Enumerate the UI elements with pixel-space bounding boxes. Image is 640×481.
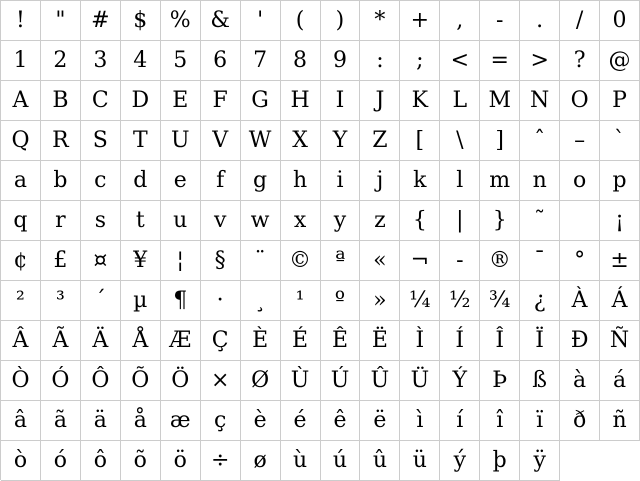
glyph-cell[interactable]: A <box>1 81 41 121</box>
glyph-cell[interactable]: Æ <box>161 321 201 361</box>
glyph-cell[interactable]: ä <box>81 401 121 441</box>
glyph-cell[interactable]: Ú <box>321 361 361 401</box>
glyph-cell[interactable]: ; <box>400 41 440 81</box>
glyph-cell[interactable]: ' <box>241 1 281 41</box>
glyph-cell[interactable]: 6 <box>201 41 241 81</box>
glyph-cell[interactable]: í <box>440 401 480 441</box>
glyph-cell[interactable]: Ì <box>400 321 440 361</box>
glyph-cell[interactable]: S <box>81 121 121 161</box>
glyph-cell[interactable]: Ñ <box>600 321 640 361</box>
glyph-cell[interactable]: 1 <box>1 41 41 81</box>
glyph-cell[interactable]: . <box>520 1 560 41</box>
glyph-cell[interactable]: É <box>281 321 321 361</box>
glyph-cell[interactable]: µ <box>121 281 161 321</box>
glyph-cell[interactable]: Ê <box>321 321 361 361</box>
glyph-cell[interactable]: ª <box>321 241 361 281</box>
glyph-cell[interactable]: 8 <box>281 41 321 81</box>
glyph-cell[interactable]: c <box>81 161 121 201</box>
glyph-cell[interactable]: è <box>241 401 281 441</box>
glyph-cell[interactable]: & <box>201 1 241 41</box>
glyph-cell[interactable]: © <box>281 241 321 281</box>
glyph-cell[interactable]: Y <box>321 121 361 161</box>
glyph-cell[interactable]: O <box>560 81 600 121</box>
glyph-cell[interactable]: e <box>161 161 201 201</box>
glyph-cell[interactable]: b <box>41 161 81 201</box>
glyph-cell[interactable]: E <box>161 81 201 121</box>
glyph-cell[interactable]: · <box>201 281 241 321</box>
glyph-cell[interactable]: « <box>360 241 400 281</box>
glyph-cell[interactable]: Ð <box>560 321 600 361</box>
glyph-cell[interactable]: Ü <box>400 361 440 401</box>
empty-glyph-cell[interactable] <box>560 201 600 241</box>
glyph-cell[interactable]: y <box>321 201 361 241</box>
glyph-cell[interactable]: Ö <box>161 361 201 401</box>
glyph-cell[interactable]: n <box>520 161 560 201</box>
glyph-cell[interactable]: ] <box>480 121 520 161</box>
glyph-cell[interactable]: ê <box>321 401 361 441</box>
glyph-cell[interactable]: { <box>400 201 440 241</box>
glyph-cell[interactable]: 9 <box>321 41 361 81</box>
glyph-cell[interactable]: Õ <box>121 361 161 401</box>
glyph-cell[interactable]: Ý <box>440 361 480 401</box>
glyph-cell[interactable]: ô <box>81 441 121 481</box>
glyph-cell[interactable]: * <box>360 1 400 41</box>
glyph-cell[interactable]: - <box>480 1 520 41</box>
glyph-cell[interactable]: ý <box>440 441 480 481</box>
glyph-cell[interactable]: [ <box>400 121 440 161</box>
glyph-cell[interactable]: Â <box>1 321 41 361</box>
glyph-cell[interactable]: Ç <box>201 321 241 361</box>
glyph-cell[interactable]: K <box>400 81 440 121</box>
glyph-cell[interactable]: ) <box>321 1 361 41</box>
glyph-cell[interactable]: ø <box>241 441 281 481</box>
glyph-cell[interactable]: 4 <box>121 41 161 81</box>
glyph-cell[interactable]: < <box>440 41 480 81</box>
glyph-cell[interactable]: ¨ <box>241 241 281 281</box>
glyph-cell[interactable]: a <box>1 161 41 201</box>
glyph-cell[interactable]: m <box>480 161 520 201</box>
glyph-cell[interactable]: À <box>560 281 600 321</box>
glyph-cell[interactable]: ¥ <box>121 241 161 281</box>
glyph-cell[interactable]: ó <box>41 441 81 481</box>
glyph-cell[interactable]: ½ <box>440 281 480 321</box>
glyph-cell[interactable]: ¡ <box>600 201 640 241</box>
glyph-cell[interactable]: ¦ <box>161 241 201 281</box>
glyph-cell[interactable]: Î <box>480 321 520 361</box>
glyph-cell[interactable]: é <box>281 401 321 441</box>
glyph-cell[interactable]: ÿ <box>520 441 560 481</box>
glyph-cell[interactable]: ¶ <box>161 281 201 321</box>
glyph-cell[interactable]: î <box>480 401 520 441</box>
glyph-cell[interactable]: T <box>121 121 161 161</box>
glyph-cell[interactable]: õ <box>121 441 161 481</box>
void-cell <box>560 441 600 481</box>
glyph-cell[interactable]: z <box>360 201 400 241</box>
glyph-cell[interactable]: Å <box>121 321 161 361</box>
glyph-cell[interactable]: ¹ <box>281 281 321 321</box>
glyph-cell[interactable]: > <box>520 41 560 81</box>
glyph-cell[interactable]: Í <box>440 321 480 361</box>
glyph-cell[interactable]: ³ <box>41 281 81 321</box>
glyph-cell[interactable]: V <box>201 121 241 161</box>
glyph-cell[interactable]: Z <box>360 121 400 161</box>
glyph-cell[interactable]: Þ <box>480 361 520 401</box>
glyph-cell[interactable]: d <box>121 161 161 201</box>
glyph-cell[interactable]: ° <box>560 241 600 281</box>
glyph-cell[interactable]: B <box>41 81 81 121</box>
glyph-cell[interactable]: , <box>440 1 480 41</box>
glyph-cell[interactable]: l <box>440 161 480 201</box>
glyph-cell[interactable]: Ã <box>41 321 81 361</box>
glyph-cell[interactable]: Ø <box>241 361 281 401</box>
glyph-cell[interactable]: Á <box>600 281 640 321</box>
glyph-cell[interactable]: k <box>400 161 440 201</box>
glyph-cell[interactable]: J <box>360 81 400 121</box>
glyph-cell[interactable]: ¾ <box>480 281 520 321</box>
glyph-cell[interactable]: Ò <box>1 361 41 401</box>
glyph-cell[interactable]: Û <box>360 361 400 401</box>
glyph-cell[interactable]: t <box>121 201 161 241</box>
glyph-cell[interactable]: - <box>440 241 480 281</box>
glyph-cell[interactable]: r <box>41 201 81 241</box>
glyph-cell[interactable]: ÷ <box>201 441 241 481</box>
glyph-cell[interactable]: 2 <box>41 41 81 81</box>
glyph-cell[interactable]: ö <box>161 441 201 481</box>
glyph-cell[interactable]: û <box>360 441 400 481</box>
glyph-cell[interactable]: á <box>600 361 640 401</box>
glyph-cell[interactable]: = <box>480 41 520 81</box>
glyph-cell[interactable]: @ <box>600 41 640 81</box>
glyph-cell[interactable]: F <box>201 81 241 121</box>
glyph-cell[interactable]: ù <box>281 441 321 481</box>
glyph-cell[interactable]: ò <box>1 441 41 481</box>
glyph-cell[interactable]: » <box>360 281 400 321</box>
glyph-cell[interactable]: ü <box>400 441 440 481</box>
glyph-cell[interactable]: ë <box>360 401 400 441</box>
glyph-cell[interactable]: q <box>1 201 41 241</box>
glyph-cell[interactable]: È <box>241 321 281 361</box>
glyph-cell[interactable]: \ <box>440 121 480 161</box>
glyph-cell[interactable]: 3 <box>81 41 121 81</box>
glyph-cell[interactable]: h <box>281 161 321 201</box>
glyph-cell[interactable]: w <box>241 201 281 241</box>
glyph-cell[interactable]: Q <box>1 121 41 161</box>
glyph-cell[interactable]: v <box>201 201 241 241</box>
glyph-cell[interactable]: ï <box>520 401 560 441</box>
void-cell <box>600 441 640 481</box>
glyph-cell[interactable]: ` <box>600 121 640 161</box>
glyph-cell[interactable]: : <box>360 41 400 81</box>
glyph-cell[interactable]: ð <box>560 401 600 441</box>
glyph-cell[interactable]: R <box>41 121 81 161</box>
glyph-cell[interactable]: æ <box>161 401 201 441</box>
glyph-cell[interactable]: H <box>281 81 321 121</box>
glyph-cell[interactable]: ¸ <box>241 281 281 321</box>
glyph-cell[interactable]: G <box>241 81 281 121</box>
glyph-cell[interactable]: | <box>440 201 480 241</box>
glyph-cell[interactable]: o <box>560 161 600 201</box>
glyph-cell[interactable]: â <box>1 401 41 441</box>
glyph-cell[interactable]: ² <box>1 281 41 321</box>
glyph-cell[interactable]: £ <box>41 241 81 281</box>
glyph-cell[interactable]: i <box>321 161 361 201</box>
glyph-cell[interactable]: I <box>321 81 361 121</box>
glyph-cell[interactable]: M <box>480 81 520 121</box>
glyph-cell[interactable]: ¬ <box>400 241 440 281</box>
glyph-cell[interactable]: g <box>241 161 281 201</box>
glyph-cell[interactable]: D <box>121 81 161 121</box>
glyph-cell[interactable]: Ó <box>41 361 81 401</box>
glyph-cell[interactable]: ® <box>480 241 520 281</box>
glyph-cell[interactable]: § <box>201 241 241 281</box>
glyph-cell[interactable]: ß <box>520 361 560 401</box>
glyph-cell[interactable]: å <box>121 401 161 441</box>
glyph-cell[interactable]: u <box>161 201 201 241</box>
glyph-cell[interactable]: ñ <box>600 401 640 441</box>
glyph-cell[interactable]: Ë <box>360 321 400 361</box>
glyph-cell[interactable]: ? <box>560 41 600 81</box>
glyph-cell[interactable]: j <box>360 161 400 201</box>
glyph-cell[interactable]: P <box>600 81 640 121</box>
glyph-cell[interactable]: ( <box>281 1 321 41</box>
glyph-cell[interactable]: ! <box>1 1 41 41</box>
glyph-cell[interactable]: ± <box>600 241 640 281</box>
glyph-cell[interactable]: + <box>400 1 440 41</box>
glyph-cell[interactable]: U <box>161 121 201 161</box>
glyph-cell[interactable]: º <box>321 281 361 321</box>
glyph-cell[interactable]: " <box>41 1 81 41</box>
glyph-cell[interactable]: s <box>81 201 121 241</box>
glyph-cell[interactable]: ¼ <box>400 281 440 321</box>
glyph-cell[interactable]: 0 <box>600 1 640 41</box>
glyph-cell[interactable]: X <box>281 121 321 161</box>
glyph-cell[interactable]: # <box>81 1 121 41</box>
glyph-cell[interactable]: ú <box>321 441 361 481</box>
glyph-cell[interactable]: ¤ <box>81 241 121 281</box>
glyph-cell[interactable]: % <box>161 1 201 41</box>
glyph-cell[interactable]: ì <box>400 401 440 441</box>
glyph-cell[interactable]: à <box>560 361 600 401</box>
glyph-cell[interactable]: W <box>241 121 281 161</box>
glyph-cell[interactable]: f <box>201 161 241 201</box>
glyph-cell[interactable]: Ù <box>281 361 321 401</box>
glyph-cell[interactable]: x <box>281 201 321 241</box>
glyph-cell[interactable]: } <box>480 201 520 241</box>
glyph-cell[interactable]: – <box>560 121 600 161</box>
glyph-cell[interactable]: ¯ <box>520 241 560 281</box>
glyph-cell[interactable]: Ä <box>81 321 121 361</box>
glyph-cell[interactable]: C <box>81 81 121 121</box>
glyph-cell[interactable]: Ï <box>520 321 560 361</box>
glyph-cell[interactable]: ¿ <box>520 281 560 321</box>
glyph-cell[interactable]: / <box>560 1 600 41</box>
glyph-cell[interactable]: 5 <box>161 41 201 81</box>
glyph-cell[interactable]: ¢ <box>1 241 41 281</box>
glyph-cell[interactable]: þ <box>480 441 520 481</box>
glyph-cell[interactable]: ã <box>41 401 81 441</box>
glyph-cell[interactable]: × <box>201 361 241 401</box>
glyph-cell[interactable]: ç <box>201 401 241 441</box>
glyph-cell[interactable]: p <box>600 161 640 201</box>
glyph-cell[interactable]: ˆ <box>520 121 560 161</box>
glyph-cell[interactable]: N <box>520 81 560 121</box>
glyph-cell[interactable]: ´ <box>81 281 121 321</box>
glyph-cell[interactable]: ˜ <box>520 201 560 241</box>
glyph-cell[interactable]: $ <box>121 1 161 41</box>
glyph-cell[interactable]: 7 <box>241 41 281 81</box>
glyph-cell[interactable]: L <box>440 81 480 121</box>
glyph-cell[interactable]: Ô <box>81 361 121 401</box>
